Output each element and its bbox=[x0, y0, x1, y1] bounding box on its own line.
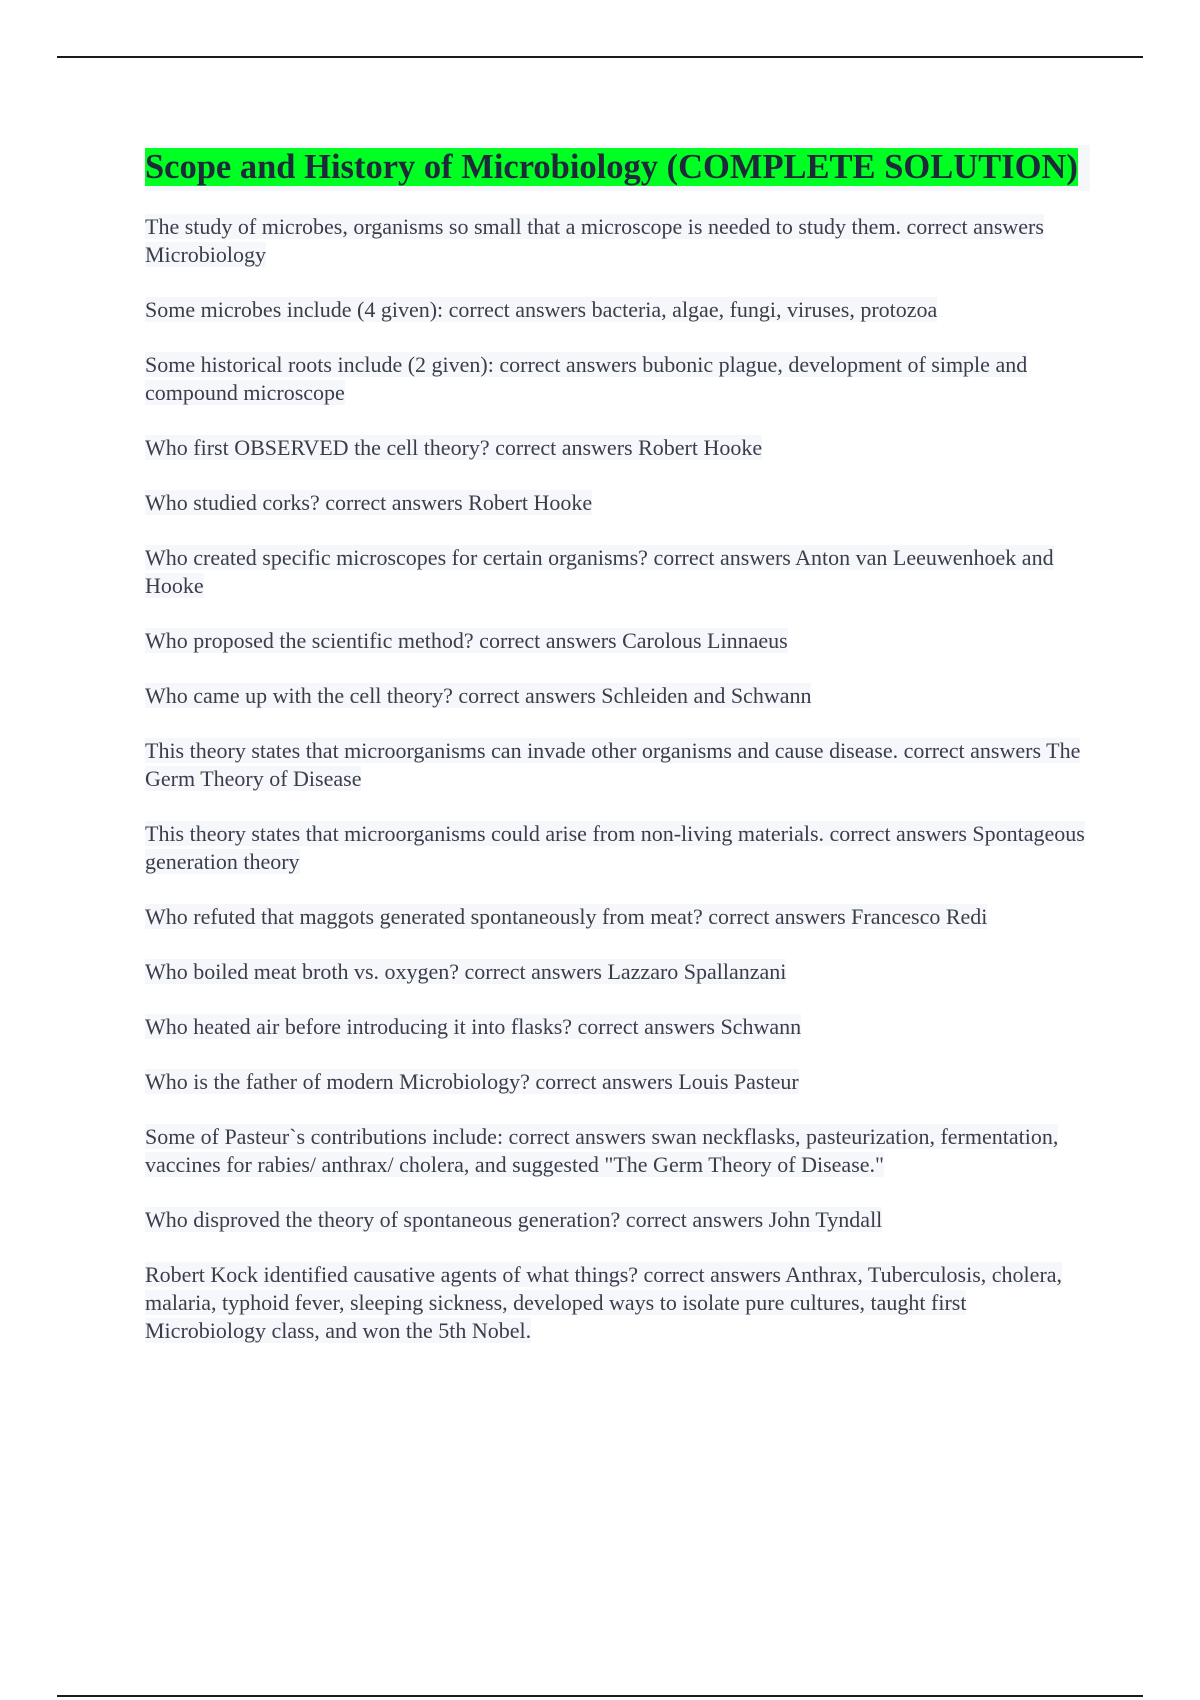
qa-entry: Who is the father of modern Microbiology? correct answers Louis Pasteur bbox=[145, 1069, 799, 1094]
qa-entry: Who heated air before introducing it into flasks? correct answers Schwann bbox=[145, 1014, 802, 1039]
qa-entry: The study of microbes, organisms so small that a microscope is needed to study them. correct answers Microbiology bbox=[145, 214, 1044, 267]
document-body bbox=[145, 145, 1090, 1372]
qa-entry: Robert Kock identified causative agents of what things? correct answers Anthrax, Tuberculosis, cholera, malaria, typhoid fever, sleeping sickness, developed ways to isolate pure cultures, taught first Microbiology class, and won the 5th Nobel. bbox=[145, 1262, 1063, 1343]
qa-entry: Some microbes include (4 given): correct answers bacteria, algae, fungi, viruses, protozoa bbox=[145, 297, 938, 322]
qa-entry: Who created specific microscopes for certain organisms? correct answers Anton van Leeuwenhoek and Hooke bbox=[145, 545, 1054, 598]
qa-entry: This theory states that microorganisms could arise from non-living materials. correct answers Spontageous generation theory bbox=[145, 821, 1085, 874]
qa-entry: Who first OBSERVED the cell theory? correct answers Robert Hooke bbox=[145, 435, 763, 460]
qa-entry: Some historical roots include (2 given): correct answers bubonic plague, development of simple and compound microscope bbox=[145, 352, 1028, 405]
page-title: Scope and History of Microbiology (COMPLETE SOLUTION) bbox=[145, 148, 1078, 186]
header-rule bbox=[57, 56, 1143, 58]
qa-entry: Who refuted that maggots generated spontaneously from meat? correct answers Francesco Redi bbox=[145, 904, 988, 929]
qa-entry: This theory states that microorganisms can invade other organisms and cause disease. correct answers The Germ Theory of Disease bbox=[145, 738, 1081, 791]
footer-rule bbox=[57, 1695, 1143, 1697]
qa-entry: Some of Pasteur`s contributions include: correct answers swan neckflasks, pasteurization, fermentation, vaccines for rabies/ anthrax/ cholera, and suggested "The Germ Theory of Disease." bbox=[145, 1124, 1059, 1177]
qa-entry: Who came up with the cell theory? correct answers Schleiden and Schwann bbox=[145, 683, 812, 708]
qa-entry: Who proposed the scientific method? correct answers Carolous Linnaeus bbox=[145, 628, 788, 653]
qa-entry: Who boiled meat broth vs. oxygen? correct answers Lazzaro Spallanzani bbox=[145, 959, 787, 984]
title-block bbox=[145, 145, 1090, 191]
qa-entry: Who disproved the theory of spontaneous generation? correct answers John Tyndall bbox=[145, 1207, 883, 1232]
qa-entry: Who studied corks? correct answers Robert Hooke bbox=[145, 490, 593, 515]
